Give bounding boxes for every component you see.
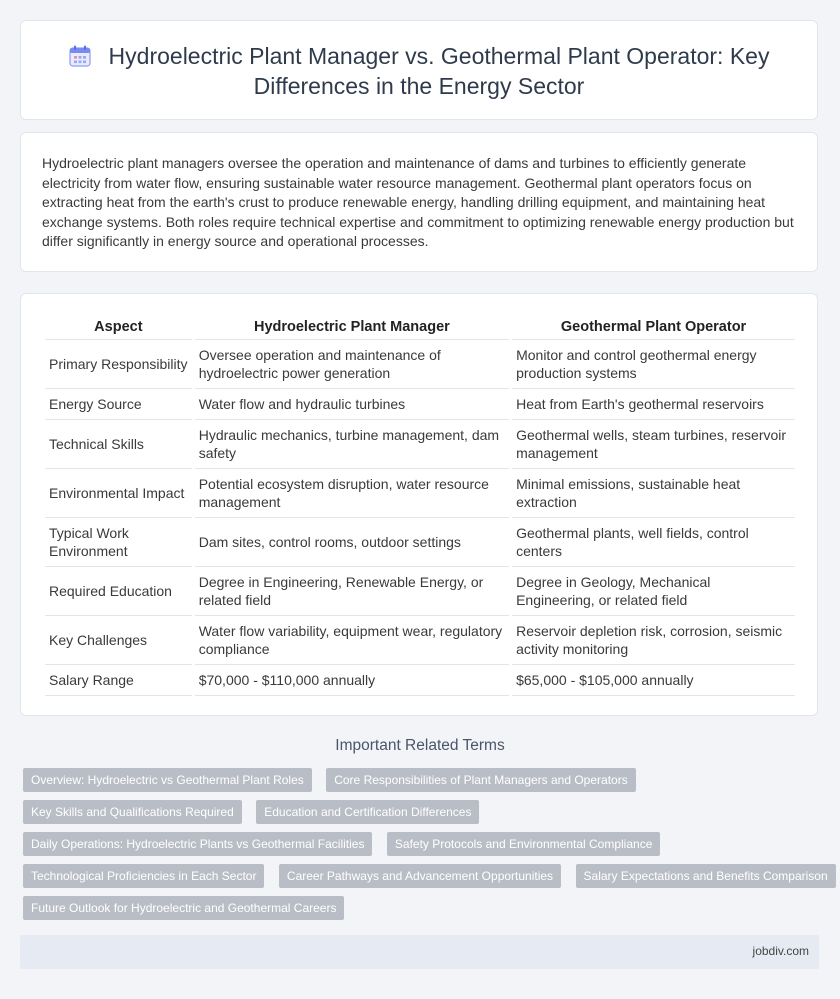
header-aspect: Aspect — [45, 316, 192, 340]
comparison-table — [42, 316, 798, 696]
footer-site-link[interactable]: jobdiv.com — [752, 944, 809, 958]
table-row — [45, 567, 795, 616]
intro-card — [20, 132, 818, 272]
aspect-cell: Environmental Impact — [45, 469, 192, 518]
footer-bar — [20, 935, 819, 969]
tag-row — [23, 768, 823, 800]
geothermal-cell: Heat from Earth's geothermal reservoirs — [512, 389, 795, 420]
aspect-cell: Energy Source — [45, 389, 192, 420]
geothermal-cell: Degree in Geology, Mechanical Engineering, or related field — [512, 567, 795, 616]
tag-row — [23, 832, 823, 864]
related-term-tag[interactable]: Overview: Hydroelectric vs Geothermal Plant Roles — [23, 768, 312, 792]
hydroelectric-cell: Oversee operation and maintenance of hydroelectric power generation — [195, 340, 509, 389]
tag-row — [23, 800, 823, 832]
tag-row — [23, 896, 823, 928]
related-terms-title: Important Related Terms — [335, 737, 505, 754]
hydroelectric-cell: Water flow variability, equipment wear, regulatory compliance — [195, 616, 509, 665]
related-term-tag[interactable]: Key Skills and Qualifications Required — [23, 800, 242, 824]
table-header-row — [45, 316, 795, 340]
geothermal-cell: Reservoir depletion risk, corrosion, seismic activity monitoring — [512, 616, 795, 665]
related-term-tag[interactable]: Salary Expectations and Benefits Comparison — [576, 864, 836, 888]
header-geothermal: Geothermal Plant Operator — [512, 316, 795, 340]
related-terms-tags — [23, 768, 828, 928]
related-term-tag[interactable]: Future Outlook for Hydroelectric and Geothermal Careers — [23, 896, 344, 920]
related-term-tag[interactable]: Education and Certification Differences — [256, 800, 479, 824]
page-title-wrap — [21, 41, 817, 101]
related-term-tag[interactable]: Safety Protocols and Environmental Compliance — [387, 832, 660, 856]
geothermal-cell: Monitor and control geothermal energy production systems — [512, 340, 795, 389]
intro-paragraph: Hydroelectric plant managers oversee the operation and maintenance of dams and turbines to efficiently generate electricity from water flow, ensuring sustainable water resource management. Geothermal plant operators focus on extracting heat from the earth's crust to produce renewable energy, handling drilling equipment, and maintaining heat exchange systems. Both roles require technical expertise and commitment to optimizing renewable energy production but differ significantly in energy source and operational processes. — [42, 155, 794, 249]
related-term-tag[interactable]: Daily Operations: Hydroelectric Plants vs Geothermal Facilities — [23, 832, 372, 856]
aspect-cell: Primary Responsibility — [45, 340, 192, 389]
table-row — [45, 469, 795, 518]
geothermal-cell: $65,000 - $105,000 annually — [512, 665, 795, 696]
hydroelectric-cell: $70,000 - $110,000 annually — [195, 665, 509, 696]
table-row — [45, 340, 795, 389]
related-term-tag[interactable]: Career Pathways and Advancement Opportunities — [279, 864, 561, 888]
hydroelectric-cell: Potential ecosystem disruption, water resource management — [195, 469, 509, 518]
table-row — [45, 518, 795, 567]
comparison-table-card — [20, 293, 818, 716]
hydroelectric-cell: Degree in Engineering, Renewable Energy, or related field — [195, 567, 509, 616]
geothermal-cell: Minimal emissions, sustainable heat extraction — [512, 469, 795, 518]
table-row — [45, 389, 795, 420]
hydroelectric-cell: Dam sites, control rooms, outdoor settings — [195, 518, 509, 567]
hydroelectric-cell: Hydraulic mechanics, turbine management, dam safety — [195, 420, 509, 469]
aspect-cell: Salary Range — [45, 665, 192, 696]
geothermal-cell: Geothermal wells, steam turbines, reservoir management — [512, 420, 795, 469]
aspect-cell: Typical Work Environment — [45, 518, 192, 567]
related-term-tag[interactable]: Core Responsibilities of Plant Managers and Operators — [326, 768, 635, 792]
tag-row — [23, 864, 828, 896]
header-hydroelectric: Hydroelectric Plant Manager — [195, 316, 509, 340]
aspect-cell: Required Education — [45, 567, 192, 616]
aspect-cell: Technical Skills — [45, 420, 192, 469]
geothermal-cell: Geothermal plants, well fields, control centers — [512, 518, 795, 567]
related-term-tag[interactable]: Technological Proficiencies in Each Sector — [23, 864, 264, 888]
table-row — [45, 665, 795, 696]
aspect-cell: Key Challenges — [45, 616, 192, 665]
page-title: Hydroelectric Plant Manager vs. Geothermal Plant Operator: Key Differences in the Energy Sector — [108, 43, 770, 99]
table-row — [45, 616, 795, 665]
table-row — [45, 420, 795, 469]
title-card — [20, 20, 818, 120]
calendar-icon — [69, 45, 91, 67]
hydroelectric-cell: Water flow and hydraulic turbines — [195, 389, 509, 420]
